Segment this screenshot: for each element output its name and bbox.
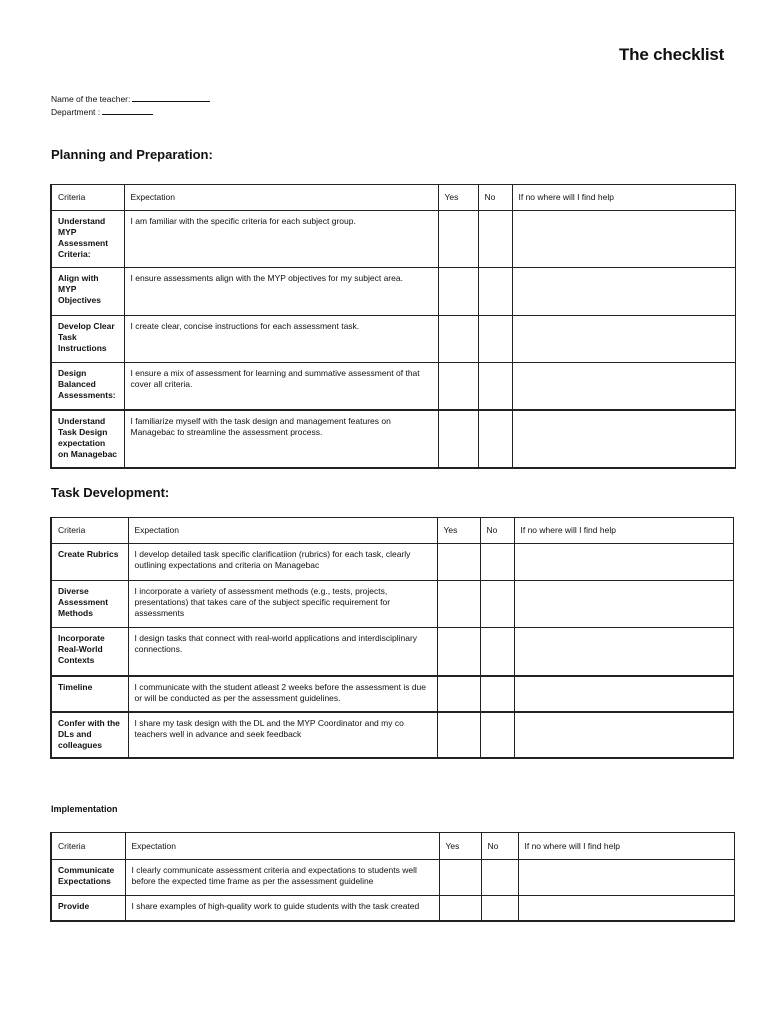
criteria-cell: Diverse Assessment Methods	[51, 581, 128, 628]
page-title: The checklist	[619, 45, 725, 64]
table-row	[51, 860, 735, 896]
table-row	[51, 628, 734, 676]
yes-cell[interactable]	[437, 712, 480, 758]
expectation-cell: I incorporate a variety of assessment methods (e.g., tests, projects, presentations) that takes care of the subject specific requirement for assessments	[128, 581, 437, 628]
no-cell[interactable]	[480, 581, 514, 628]
help-cell[interactable]	[518, 896, 735, 921]
help-cell[interactable]	[512, 211, 736, 268]
expectation-cell: I ensure a mix of assessment for learning and summative assessment of that cover all criteria.	[124, 363, 438, 410]
table-row	[51, 676, 734, 712]
expectation-cell: I familiarize myself with the task design and management features on Managebac to streamline the assessment process.	[124, 410, 438, 468]
yes-cell[interactable]	[439, 896, 481, 921]
table-row	[51, 581, 734, 628]
header-yes: Yes	[438, 185, 478, 211]
yes-cell[interactable]	[438, 211, 478, 268]
teacher-info	[51, 93, 210, 118]
help-cell[interactable]	[512, 268, 736, 316]
header-no: No	[480, 518, 514, 544]
no-cell[interactable]	[480, 676, 514, 712]
expectation-cell: I clearly communicate assessment criteria and expectations to students well before the expected time frame as per the assessment guideline	[125, 860, 439, 896]
criteria-cell: Develop Clear Task Instructions	[51, 316, 124, 363]
yes-cell[interactable]	[437, 628, 480, 676]
implementation-table	[50, 832, 735, 922]
criteria-cell: Confer with the DLs and colleagues	[51, 712, 128, 758]
no-cell[interactable]	[478, 211, 512, 268]
header-criteria: Criteria	[51, 185, 124, 211]
section-heading-planning: Planning and Preparation:	[51, 147, 213, 162]
header-expectation: Expectation	[124, 185, 438, 211]
criteria-cell: Incorporate Real-World Contexts	[51, 628, 128, 676]
yes-cell[interactable]	[438, 363, 478, 410]
table-header-row	[51, 518, 734, 544]
header-yes: Yes	[439, 833, 481, 860]
table-row	[51, 896, 735, 921]
help-cell[interactable]	[512, 363, 736, 410]
expectation-cell: I communicate with the student atleast 2 weeks before the assessment is due or will be conducted as per the assessment guidelines.	[128, 676, 437, 712]
help-cell[interactable]	[518, 860, 735, 896]
criteria-cell: Understand MYP Assessment Criteria:	[51, 211, 124, 268]
help-cell[interactable]	[514, 544, 734, 581]
help-cell[interactable]	[514, 676, 734, 712]
criteria-cell: Design Balanced Assessments:	[51, 363, 124, 410]
table-header-row	[51, 833, 735, 860]
help-cell[interactable]	[514, 581, 734, 628]
no-cell[interactable]	[481, 860, 518, 896]
yes-cell[interactable]	[438, 268, 478, 316]
teacher-name-line	[51, 93, 210, 106]
teacher-name-blank	[132, 93, 210, 102]
no-cell[interactable]	[481, 896, 518, 921]
criteria-cell: Align with MYP Objectives	[51, 268, 124, 316]
department-blank	[102, 106, 153, 115]
header-expectation: Expectation	[125, 833, 439, 860]
table-row	[51, 363, 736, 410]
table-row	[51, 316, 736, 363]
expectation-cell: I design tasks that connect with real-world applications and interdisciplinary connections.	[128, 628, 437, 676]
table-row	[51, 211, 736, 268]
no-cell[interactable]	[480, 544, 514, 581]
criteria-cell: Communicate Expectations	[51, 860, 125, 896]
header-help: If no where will I find help	[514, 518, 734, 544]
section-heading-implementation: Implementation	[51, 804, 118, 814]
criteria-cell: Provide	[51, 896, 125, 921]
yes-cell[interactable]	[437, 581, 480, 628]
no-cell[interactable]	[478, 363, 512, 410]
table-row	[51, 544, 734, 581]
help-cell[interactable]	[514, 712, 734, 758]
expectation-cell: I create clear, concise instructions for each assessment task.	[124, 316, 438, 363]
yes-cell[interactable]	[438, 410, 478, 468]
yes-cell[interactable]	[437, 544, 480, 581]
help-cell[interactable]	[512, 410, 736, 468]
header-criteria: Criteria	[51, 518, 128, 544]
table-row	[51, 410, 736, 468]
help-cell[interactable]	[512, 316, 736, 363]
criteria-cell: Timeline	[51, 676, 128, 712]
teacher-name-label: Name of the teacher:	[51, 94, 131, 104]
department-line	[51, 106, 210, 119]
header-yes: Yes	[437, 518, 480, 544]
table-row	[51, 712, 734, 758]
no-cell[interactable]	[478, 316, 512, 363]
expectation-cell: I share my task design with the DL and the MYP Coordinator and my co teachers well in advance and seek feedback	[128, 712, 437, 758]
table-header-row	[51, 185, 736, 211]
planning-table	[50, 184, 736, 469]
header-help: If no where will I find help	[512, 185, 736, 211]
help-cell[interactable]	[514, 628, 734, 676]
no-cell[interactable]	[478, 268, 512, 316]
header-criteria: Criteria	[51, 833, 125, 860]
header-no: No	[478, 185, 512, 211]
expectation-cell: I am familiar with the specific criteria for each subject group.	[124, 211, 438, 268]
yes-cell[interactable]	[439, 860, 481, 896]
criteria-cell: Understand Task Design expectation on Managebac	[51, 410, 124, 468]
department-label: Department :	[51, 106, 101, 117]
header-help: If no where will I find help	[518, 833, 735, 860]
no-cell[interactable]	[478, 410, 512, 468]
header-no: No	[481, 833, 518, 860]
expectation-cell: I share examples of high-quality work to guide students with the task created	[125, 896, 439, 921]
criteria-cell: Create Rubrics	[51, 544, 128, 581]
task-development-table	[50, 517, 734, 759]
table-row	[51, 268, 736, 316]
no-cell[interactable]	[480, 628, 514, 676]
yes-cell[interactable]	[438, 316, 478, 363]
header-expectation: Expectation	[128, 518, 437, 544]
no-cell[interactable]	[480, 712, 514, 758]
yes-cell[interactable]	[437, 676, 480, 712]
expectation-cell: I develop detailed task specific clarificatiion (rubrics) for each task, clearly outlining expectations and criteria on Managebac	[128, 544, 437, 581]
section-heading-task-development: Task Development:	[51, 485, 170, 500]
expectation-cell: I ensure assessments align with the MYP objectives for my subject area.	[124, 268, 438, 316]
